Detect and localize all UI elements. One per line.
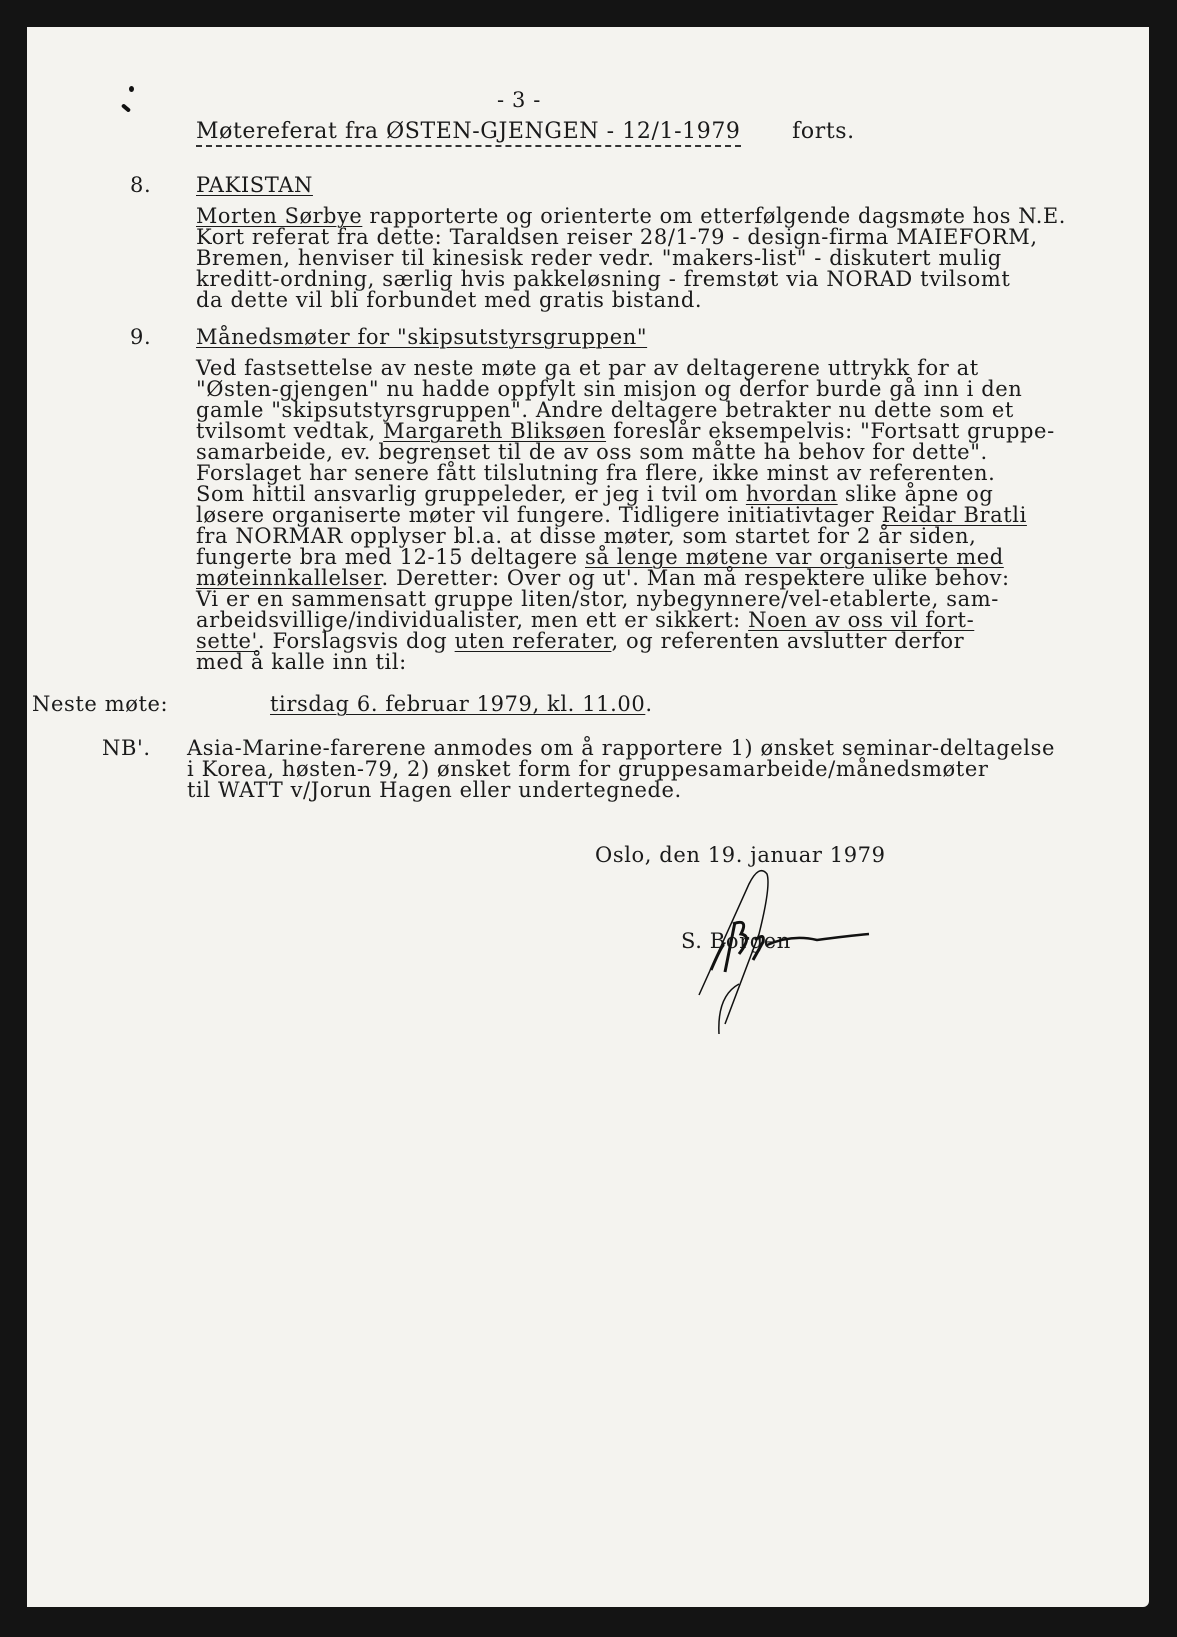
signature-stroke — [753, 936, 763, 960]
signature-stroke — [699, 871, 768, 1024]
next-meeting-value — [270, 694, 653, 715]
body-line — [196, 290, 702, 311]
underlined-text: møteinnkallelser — [196, 566, 382, 590]
handwritten-signature — [697, 862, 897, 1062]
text: foreslår eksempelvis: "Fortsatt gruppe- — [606, 419, 1055, 443]
signature-stroke — [711, 944, 725, 970]
text: rapporterte og orienterte om etterfølgende dagsmøte hos N.E. — [362, 204, 1066, 228]
text: , og referenten avslutter derfor — [611, 629, 965, 653]
nb-line: Asia-Marine-farerene anmodes om å rapportere 1) ønsket seminar-deltagelse — [187, 736, 1056, 760]
nb-line: i Korea, høsten-79, 2) ønsket form for gruppesamarbeide/månedsmøter — [187, 757, 989, 781]
underlined-text: Margareth Bliksøen — [383, 419, 607, 443]
text: . Forslagsvis dog — [257, 629, 455, 653]
body-line — [196, 463, 995, 484]
text: fra NORMAR opplyser bl.a. at disse møter, som startet for 2 år siden, — [196, 524, 977, 548]
punch-mark — [129, 86, 134, 92]
punch-mark — [121, 103, 131, 112]
text: "Østen-gjengen" nu hadde oppfylt sin misjon og derfor burde gå inn i den — [196, 377, 1023, 401]
body-line — [196, 526, 976, 547]
body-line — [196, 631, 964, 652]
signature-stroke — [719, 984, 739, 1034]
body-line — [196, 206, 1066, 227]
text: samarbeide, ev. begrenset til de av oss som måtte ha behov for dette". — [196, 440, 988, 464]
body-line — [196, 421, 1055, 442]
title-text: Møtereferat fra ØSTEN-GJENGEN - 12/1-1979 — [196, 119, 741, 147]
body-line — [196, 589, 999, 610]
nb-line: til WATT v/Jorun Hagen eller undertegnede. — [187, 778, 682, 802]
text: Bremen, henviser til kinesisk reder vedr. "makers-list" - diskutert mulig — [196, 246, 1002, 270]
section-heading: Månedsmøter for "skipsutstyrsgruppen" — [196, 325, 648, 349]
trailing-period: . — [645, 692, 653, 716]
text: Kort referat fra dette: Taraldsen reiser 28/1-79 - design-firma MAIEFORM, — [196, 225, 1038, 249]
body-line — [196, 652, 407, 673]
body-line — [196, 400, 1014, 421]
body-line — [196, 610, 974, 631]
text: gamle "skipsutstyrsgruppen". Andre deltagere betrakter nu dette som et — [196, 398, 1014, 422]
text: Ved fastsettelse av neste møte ga et par av deltagerene uttrykk for at — [196, 356, 979, 380]
text: da dette vil bli forbundet med gratis bistand. — [196, 288, 703, 312]
text: arbeidsvillige/individualister, men ett er sikkert: — [196, 608, 749, 632]
body-line — [196, 505, 1027, 526]
body-line — [196, 442, 988, 463]
underlined-text: hvordan — [745, 482, 838, 506]
body-line — [196, 484, 993, 505]
next-meeting-date: tirsdag 6. februar 1979, kl. 11.00 — [270, 692, 646, 716]
text: løsere organiserte møter vil fungere. Tidligere initiativtager — [196, 503, 882, 527]
underlined-text: sette' — [196, 629, 258, 653]
nb-label: NB'. — [102, 736, 151, 760]
underlined-text: så lenge møtene var organiserte med — [584, 545, 1004, 569]
underlined-text: Morten Sørbye — [196, 204, 363, 228]
body-line — [196, 379, 1022, 400]
section-heading: PAKISTAN — [196, 173, 313, 197]
title-suffix: forts. — [792, 119, 855, 144]
text: . Deretter: Over og ut'. Man må respektere ulike behov: — [381, 566, 1010, 590]
document-page — [27, 27, 1149, 1607]
underlined-text: Reidar Bratli — [881, 503, 1027, 527]
underlined-text: Noen av oss vil fort- — [748, 608, 975, 632]
body-line — [196, 568, 1010, 589]
text: fungerte bra med 12-15 deltagere — [196, 545, 585, 569]
document-title — [196, 121, 855, 142]
section-number: 8. — [130, 173, 152, 197]
text: Vi er en sammensatt gruppe liten/stor, nybegynnere/vel-etablerte, sam- — [196, 587, 999, 611]
text: med å kalle inn til: — [196, 650, 407, 674]
body-line — [196, 358, 979, 379]
body-line — [196, 248, 1002, 269]
text: kreditt-ordning, særlig hvis pakkeløsning - fremstøt via NORAD tvilsomt — [196, 267, 1011, 291]
text: Som hittil ansvarlig gruppeleder, er jeg i tvil om — [196, 482, 746, 506]
body-line — [196, 227, 1038, 248]
page-number: - 3 - — [497, 88, 541, 112]
text: slike åpne og — [837, 482, 994, 506]
body-line — [196, 269, 1010, 290]
place-date: Oslo, den 19. januar 1979 — [595, 843, 886, 867]
next-meeting-label: Neste møte: — [32, 692, 169, 716]
text: Forslaget har senere fått tilslutning fra flere, ikke minst av referenten. — [196, 461, 996, 485]
section-number: 9. — [130, 325, 152, 349]
signer-name: S. Borgen — [681, 929, 791, 953]
signature-stroke — [767, 934, 869, 945]
body-line — [196, 547, 1004, 568]
text: tvilsomt vedtak, — [196, 419, 384, 443]
underlined-text: uten referater — [454, 629, 612, 653]
